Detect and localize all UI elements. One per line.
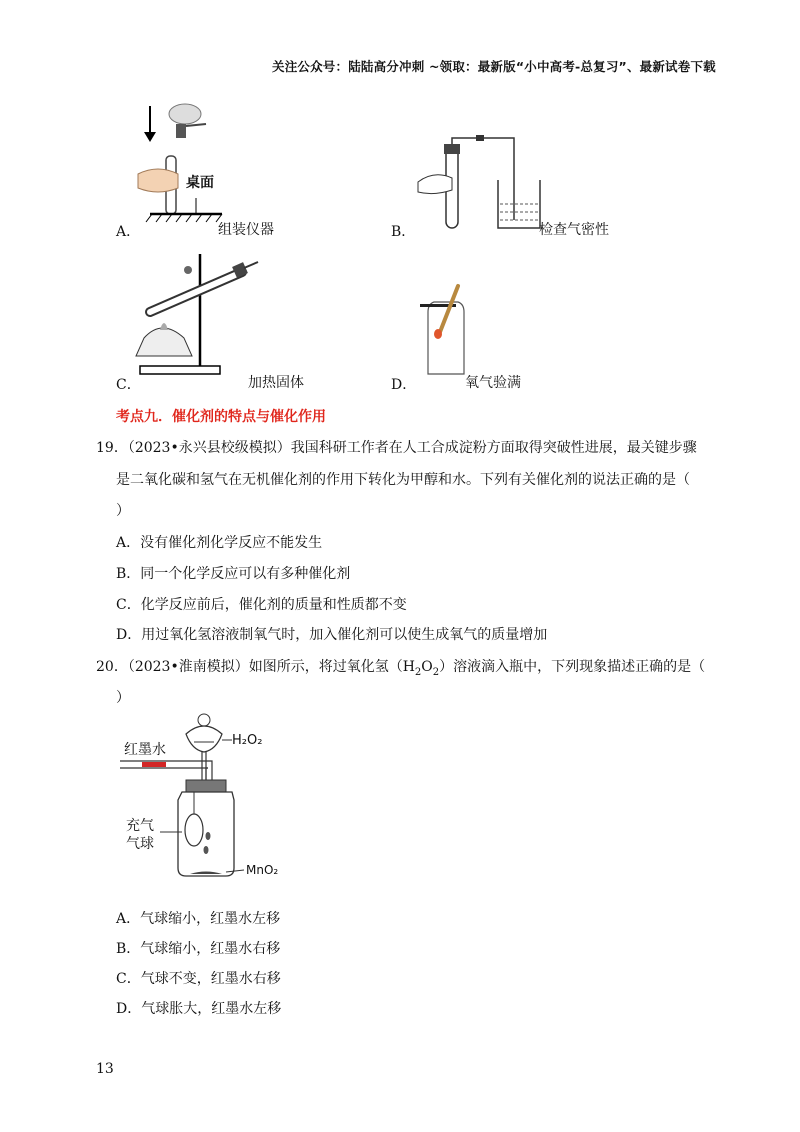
- q19-option-b: B．同一个化学反应可以有多种催化剂: [116, 566, 351, 582]
- q19-stem-line3: ）: [116, 503, 130, 519]
- q20-subscript-2: 2: [432, 666, 440, 678]
- figure-c-heating-solid: [130, 250, 260, 378]
- q20-stem-line2: ）: [116, 690, 130, 706]
- option-d-caption: 氧气验满: [465, 375, 521, 391]
- balloon-label-line1: 充气: [126, 818, 154, 834]
- section-heading: 考点九．催化剂的特点与催化作用: [116, 409, 326, 425]
- figure-b-check-airtightness: [414, 134, 544, 234]
- mno2-label: MnO₂: [246, 863, 279, 877]
- page-number: 13: [96, 1061, 114, 1077]
- option-a-letter: A．: [116, 224, 141, 240]
- option-d-letter: D．: [391, 377, 417, 393]
- option-c-letter: C．: [116, 377, 141, 393]
- q20-option-b: B．气球缩小，红墨水右移: [116, 941, 281, 957]
- q20-oxygen-symbol: O: [421, 659, 433, 675]
- balloon-label-line2: 气球: [126, 836, 154, 852]
- q19-option-c: C．化学反应前后，催化剂的质量和性质都不变: [116, 597, 407, 613]
- h2o2-label: H₂O₂: [232, 733, 263, 748]
- figure-d-oxygen-test: [418, 282, 478, 378]
- page-header: 关注公众号：陆陆高分冲刺 ~领取：最新版“小中高考-总复习”、最新试卷下载: [272, 59, 716, 74]
- q20-stem-line1: [96, 656, 705, 678]
- q19-option-a: A．没有催化剂化学反应不能发生: [116, 535, 323, 551]
- q20-option-c: C．气球不变，红墨水右移: [116, 971, 281, 987]
- option-b-letter: B．: [391, 224, 416, 240]
- q19-stem-line1: 19．（2023•永兴县校级模拟）我国科研工作者在人工合成淀粉方面取得突破性进展，最关键步骤: [96, 440, 697, 456]
- q20-stem-part-b: ）溶液滴入瓶中，下列现象描述正确的是（: [439, 659, 706, 675]
- q20-apparatus-figure: [120, 708, 310, 888]
- option-a-caption: 组装仪器: [218, 222, 274, 238]
- figure-a-assemble-apparatus: [130, 96, 240, 236]
- q19-stem-line2: 是二氧化碳和氢气在无机催化剂的作用下转化为甲醇和水。下列有关催化剂的说法正确的是（: [116, 472, 690, 488]
- option-b-caption: 检查气密性: [539, 222, 609, 238]
- desk-label: 桌面: [186, 175, 214, 191]
- q20-option-a: A．气球缩小，红墨水左移: [116, 911, 281, 927]
- option-c-caption: 加热固体: [248, 375, 304, 391]
- red-ink-drop: [142, 762, 166, 767]
- q19-option-d: D．用过氧化氢溶液制氧气时，加入催化剂可以使生成氧气的质量增加: [116, 627, 548, 643]
- q20-option-d: D．气球胀大，红墨水左移: [116, 1001, 282, 1017]
- q20-stem-part-a: 20．（2023•淮南模拟）如图所示，将过氧化氢（H: [96, 659, 415, 675]
- ink-label: 红墨水: [124, 742, 166, 758]
- q20-subscript-1: 2: [414, 666, 422, 678]
